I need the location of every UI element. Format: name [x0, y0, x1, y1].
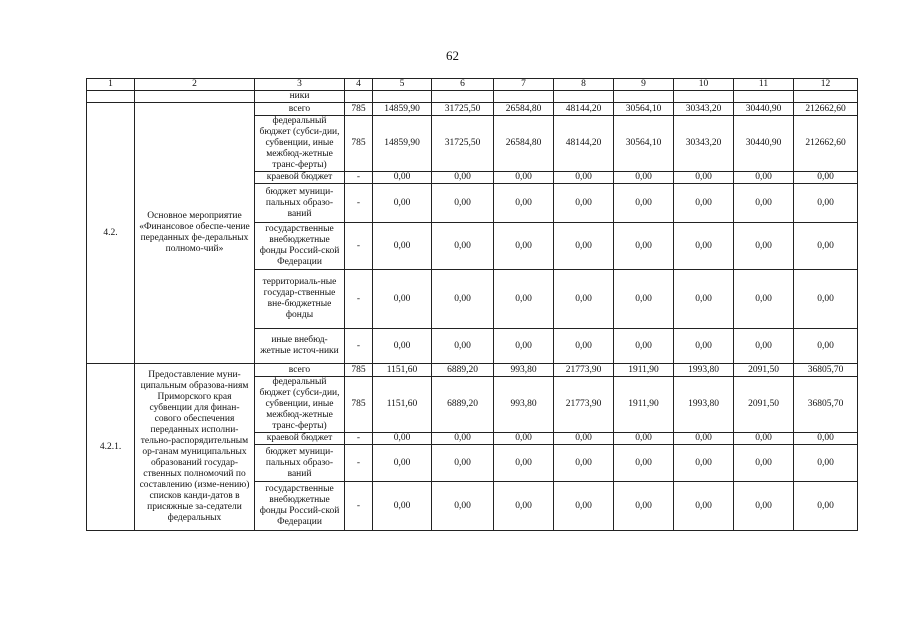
- amount-cell: 0,00: [373, 270, 432, 329]
- amount-cell: 0,00: [432, 223, 494, 270]
- amount-cell: 0,00: [614, 172, 674, 184]
- amount-cell: 0,00: [494, 482, 554, 531]
- amount-cell: 31725,50: [432, 116, 494, 172]
- table-header-row: [87, 79, 858, 91]
- column-header: 8: [554, 79, 614, 91]
- column-4-value: 785: [345, 377, 373, 433]
- amount-cell: 2091,50: [734, 364, 794, 377]
- amount-cell: 0,00: [674, 445, 734, 482]
- amount-cell: 14859,90: [373, 103, 432, 116]
- amount-cell: 0,00: [554, 172, 614, 184]
- amount-cell: 30564,10: [614, 116, 674, 172]
- amount-cell: 0,00: [794, 270, 858, 329]
- amount-cell: 212662,60: [794, 116, 858, 172]
- source-continuation: ники: [255, 91, 345, 103]
- amount-cell: 36805,70: [794, 364, 858, 377]
- column-4-value: -: [345, 433, 373, 445]
- amount-cell: 1993,80: [674, 377, 734, 433]
- amount-cell: 0,00: [734, 445, 794, 482]
- amount-cell: 0,00: [614, 184, 674, 223]
- amount-cell: 30343,20: [674, 103, 734, 116]
- funding-source: краевой бюджет: [255, 433, 345, 445]
- cell-empty: [734, 91, 794, 103]
- amount-cell: 1993,80: [674, 364, 734, 377]
- amount-cell: 0,00: [494, 223, 554, 270]
- amount-cell: 21773,90: [554, 377, 614, 433]
- column-4-value: -: [345, 184, 373, 223]
- funding-source: государственные внебюджетные фонды Россий-ской Федерации: [255, 223, 345, 270]
- amount-cell: 0,00: [734, 482, 794, 531]
- amount-cell: 36805,70: [794, 377, 858, 433]
- table-row: [87, 364, 858, 377]
- cell-empty: [87, 91, 135, 103]
- amount-cell: 0,00: [494, 172, 554, 184]
- column-4-value: 785: [345, 116, 373, 172]
- amount-cell: 0,00: [734, 223, 794, 270]
- amount-cell: 0,00: [554, 433, 614, 445]
- amount-cell: 0,00: [734, 172, 794, 184]
- amount-cell: 0,00: [373, 223, 432, 270]
- amount-cell: 0,00: [554, 445, 614, 482]
- column-4-value: -: [345, 445, 373, 482]
- cell-empty: [614, 91, 674, 103]
- amount-cell: 26584,80: [494, 116, 554, 172]
- page-number: 62: [446, 48, 459, 63]
- amount-cell: 14859,90: [373, 116, 432, 172]
- amount-cell: 0,00: [432, 482, 494, 531]
- amount-cell: 26584,80: [494, 103, 554, 116]
- amount-cell: 0,00: [432, 445, 494, 482]
- amount-cell: 0,00: [614, 445, 674, 482]
- row-code: 4.2.: [87, 103, 135, 364]
- column-4-value: -: [345, 329, 373, 364]
- column-4-value: 785: [345, 103, 373, 116]
- amount-cell: 0,00: [494, 445, 554, 482]
- column-header: 2: [135, 79, 255, 91]
- row-code: 4.2.1.: [87, 364, 135, 531]
- amount-cell: 0,00: [494, 329, 554, 364]
- cell-empty: [135, 91, 255, 103]
- amount-cell: 0,00: [734, 184, 794, 223]
- column-header: 6: [432, 79, 494, 91]
- column-header: 11: [734, 79, 794, 91]
- amount-cell: 0,00: [554, 482, 614, 531]
- amount-cell: 993,80: [494, 377, 554, 433]
- amount-cell: 0,00: [674, 172, 734, 184]
- amount-cell: 0,00: [614, 433, 674, 445]
- amount-cell: 6889,20: [432, 377, 494, 433]
- column-header: 1: [87, 79, 135, 91]
- amount-cell: 31725,50: [432, 103, 494, 116]
- row-name: Основное мероприятие «Финансовое обеспе-чение переданных фе-деральных полномо-чий»: [135, 103, 255, 364]
- amount-cell: 0,00: [432, 172, 494, 184]
- amount-cell: 0,00: [794, 184, 858, 223]
- amount-cell: 0,00: [373, 445, 432, 482]
- amount-cell: 0,00: [432, 270, 494, 329]
- amount-cell: 0,00: [614, 270, 674, 329]
- amount-cell: 30440,90: [734, 103, 794, 116]
- column-header: 12: [794, 79, 858, 91]
- amount-cell: 0,00: [614, 329, 674, 364]
- cell-empty: [554, 91, 614, 103]
- funding-source: бюджет муници-пальных образо-ваний: [255, 445, 345, 482]
- amount-cell: 0,00: [794, 329, 858, 364]
- amount-cell: 0,00: [674, 184, 734, 223]
- funding-source: всего: [255, 364, 345, 377]
- amount-cell: 0,00: [494, 433, 554, 445]
- amount-cell: 0,00: [554, 329, 614, 364]
- amount-cell: 21773,90: [554, 364, 614, 377]
- amount-cell: 0,00: [794, 482, 858, 531]
- column-header: 3: [255, 79, 345, 91]
- cell-empty: [794, 91, 858, 103]
- amount-cell: 1151,60: [373, 364, 432, 377]
- amount-cell: 0,00: [674, 329, 734, 364]
- cell-empty: [432, 91, 494, 103]
- amount-cell: 30564,10: [614, 103, 674, 116]
- amount-cell: 0,00: [674, 482, 734, 531]
- amount-cell: 2091,50: [734, 377, 794, 433]
- amount-cell: 0,00: [554, 223, 614, 270]
- column-header: 9: [614, 79, 674, 91]
- amount-cell: 0,00: [554, 270, 614, 329]
- table-row: [87, 103, 858, 116]
- amount-cell: 6889,20: [432, 364, 494, 377]
- column-header: 5: [373, 79, 432, 91]
- amount-cell: 0,00: [373, 482, 432, 531]
- amount-cell: 0,00: [674, 270, 734, 329]
- funding-source: государственные внебюджетные фонды Россий-ской Федерации: [255, 482, 345, 531]
- budget-table: [86, 78, 858, 531]
- amount-cell: 0,00: [794, 223, 858, 270]
- cell-empty: [345, 91, 373, 103]
- amount-cell: 0,00: [734, 433, 794, 445]
- cell-empty: [494, 91, 554, 103]
- amount-cell: 0,00: [554, 184, 614, 223]
- amount-cell: 30343,20: [674, 116, 734, 172]
- amount-cell: 0,00: [614, 482, 674, 531]
- amount-cell: 0,00: [373, 329, 432, 364]
- amount-cell: 0,00: [794, 445, 858, 482]
- column-header: 10: [674, 79, 734, 91]
- amount-cell: 0,00: [373, 433, 432, 445]
- amount-cell: 0,00: [494, 184, 554, 223]
- funding-source: территориаль-ные государ-ственные вне-бюджетные фонды: [255, 270, 345, 329]
- amount-cell: 212662,60: [794, 103, 858, 116]
- funding-source: иные внебюд-жетные источ-ники: [255, 329, 345, 364]
- amount-cell: 993,80: [494, 364, 554, 377]
- column-4-value: -: [345, 270, 373, 329]
- column-header: 4: [345, 79, 373, 91]
- amount-cell: 48144,20: [554, 103, 614, 116]
- amount-cell: 0,00: [432, 184, 494, 223]
- funding-source: федеральный бюджет (субси-дии, субвенции, иные межбюд-жетные транс-ферты): [255, 116, 345, 172]
- amount-cell: 0,00: [794, 433, 858, 445]
- amount-cell: 48144,20: [554, 116, 614, 172]
- amount-cell: 0,00: [494, 270, 554, 329]
- amount-cell: 0,00: [734, 270, 794, 329]
- amount-cell: 0,00: [614, 223, 674, 270]
- column-4-value: -: [345, 172, 373, 184]
- amount-cell: 0,00: [432, 433, 494, 445]
- amount-cell: 1151,60: [373, 377, 432, 433]
- continuation-row: [87, 91, 858, 103]
- cell-empty: [373, 91, 432, 103]
- funding-source: федеральный бюджет (субси-дии, субвенции, иные межбюд-жетные транс-ферты): [255, 377, 345, 433]
- amount-cell: 0,00: [674, 433, 734, 445]
- amount-cell: 0,00: [373, 184, 432, 223]
- column-4-value: -: [345, 482, 373, 531]
- funding-source: всего: [255, 103, 345, 116]
- row-name: Предоставление муни-ципальным образова-ниям Приморского края субвенции для финан-сового обеспечения переданных исполни-тельно-распорядительным ор-ганам муниципальных образований государ-ственных полномочий по составлению (изме-нению) списков канди-датов в присяжные за-седатели федеральных: [135, 364, 255, 531]
- amount-cell: 0,00: [432, 329, 494, 364]
- column-4-value: 785: [345, 364, 373, 377]
- amount-cell: 1911,90: [614, 377, 674, 433]
- amount-cell: 0,00: [794, 172, 858, 184]
- funding-source: бюджет муници-пальных образо-ваний: [255, 184, 345, 223]
- amount-cell: 1911,90: [614, 364, 674, 377]
- amount-cell: 0,00: [734, 329, 794, 364]
- funding-source: краевой бюджет: [255, 172, 345, 184]
- column-4-value: -: [345, 223, 373, 270]
- amount-cell: 0,00: [373, 172, 432, 184]
- amount-cell: 30440,90: [734, 116, 794, 172]
- amount-cell: 0,00: [674, 223, 734, 270]
- column-header: 7: [494, 79, 554, 91]
- cell-empty: [674, 91, 734, 103]
